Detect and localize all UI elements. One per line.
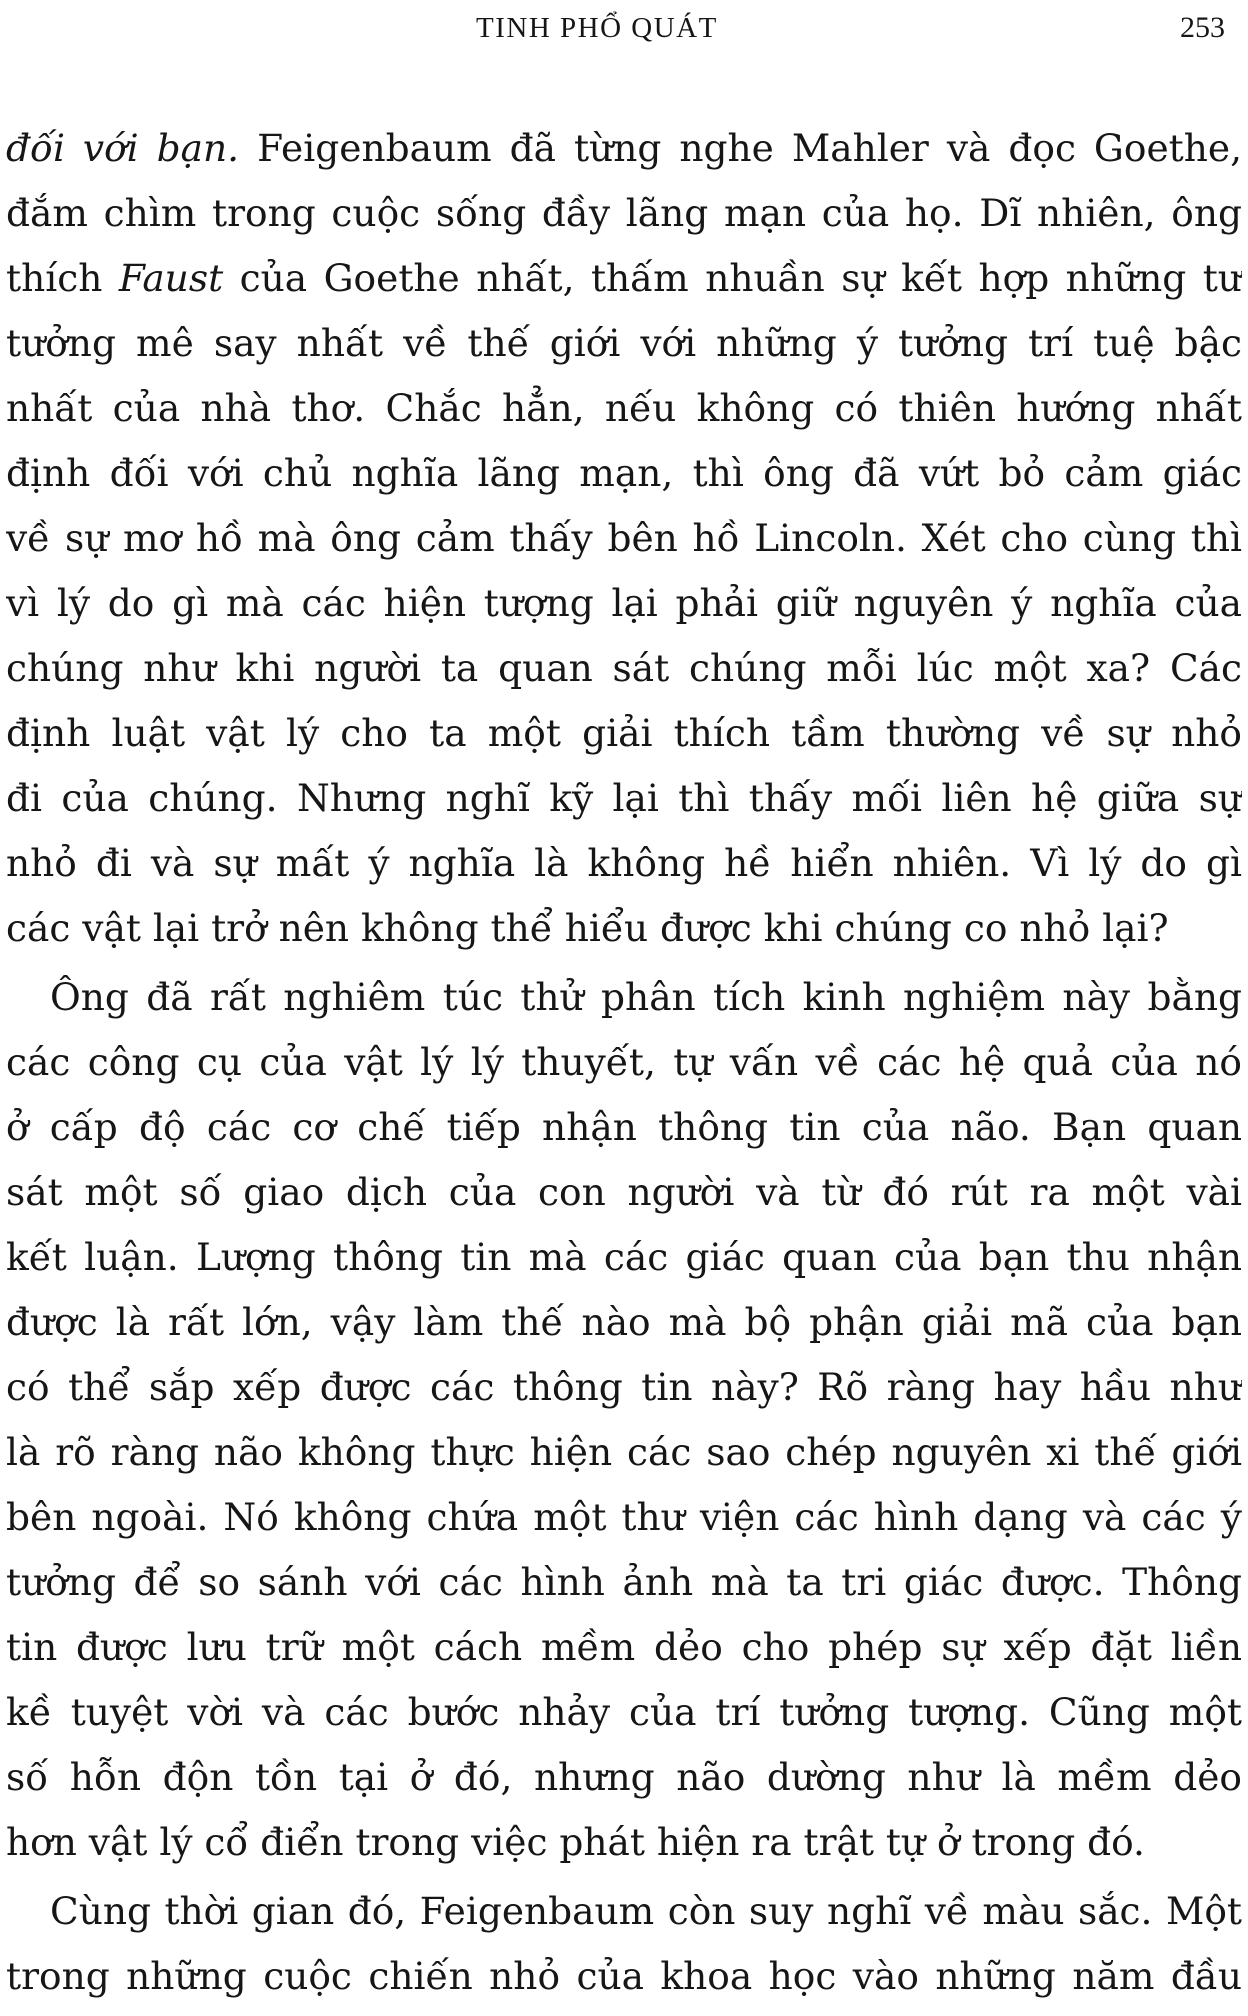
text-line: Ông đã rất nghiêm túc thử phân tích kinh nghiệm này bằng <box>50 975 1242 1019</box>
text-line: tưởng mê say nhất về thế giới với những ý tưởng trí tuệ bậc <box>6 321 1242 365</box>
text-line: ở cấp độ các cơ chế tiếp nhận thông tin của não. Bạn quan <box>6 1105 1242 1149</box>
text-line: kết luận. Lượng thông tin mà các giác quan của bạn thu nhận <box>6 1235 1242 1279</box>
text-line: về sự mơ hồ mà ông cảm thấy bên hồ Lincoln. Xét cho cùng thì <box>6 516 1242 560</box>
text-line: đắm chìm trong cuộc sống đầy lãng mạn của họ. Dĩ nhiên, ông <box>6 191 1242 235</box>
text-line: được là rất lớn, vậy làm thế nào mà bộ phận giải mã của bạn <box>6 1300 1242 1344</box>
body-text <box>6 116 1242 2009</box>
text-line: tin được lưu trữ một cách mềm dẻo cho phép sự xếp đặt liền <box>6 1625 1242 1669</box>
text-line: nhỏ đi và sự mất ý nghĩa là không hề hiển nhiên. Vì lý do gì <box>6 841 1242 885</box>
text-line: định luật vật lý cho ta một giải thích tầm thường về sự nhỏ <box>6 711 1242 755</box>
text-line: đối với bạn. Feigenbaum đã từng nghe Mahler và đọc Goethe, <box>6 126 1242 170</box>
text-line: các công cụ của vật lý lý thuyết, tự vấn về các hệ quả của nó <box>6 1040 1242 1084</box>
text-line: tưởng để so sánh với các hình ảnh mà ta tri giác được. Thông <box>6 1560 1242 1604</box>
text-line: bên ngoài. Nó không chứa một thư viện các hình dạng và các ý <box>6 1495 1242 1539</box>
text-line: đi của chúng. Nhưng nghĩ kỹ lại thì thấy mối liên hệ giữa sự <box>6 776 1242 820</box>
text-line: nhất của nhà thơ. Chắc hẳn, nếu không có thiên hướng nhất <box>6 386 1242 430</box>
text-line: sát một số giao dịch của con người và từ đó rút ra một vài <box>6 1170 1242 1214</box>
text-line: các vật lại trở nên không thể hiểu được khi chúng co nhỏ lại? <box>6 906 1169 950</box>
text-line: kề tuyệt vời và các bước nhảy của trí tưởng tượng. Cũng một <box>6 1690 1242 1734</box>
text-line: là rõ ràng não không thực hiện các sao chép nguyên xi thế giới <box>6 1430 1242 1474</box>
italic-title: Faust <box>118 256 224 300</box>
text-line: chúng như khi người ta quan sát chúng mỗi lúc một xa? Các <box>6 646 1242 690</box>
text-line: định đối với chủ nghĩa lãng mạn, thì ông đã vứt bỏ cảm giác <box>6 451 1242 495</box>
italic-phrase: đối với bạn. <box>6 126 240 170</box>
text-line: thích Faust của Goethe nhất, thấm nhuần sự kết hợp những tư <box>6 256 1242 300</box>
text-line: có thể sắp xếp được các thông tin này? Rõ ràng hay hầu như <box>6 1365 1242 1409</box>
text-line: trong những cuộc chiến nhỏ của khoa học vào những năm đầu <box>6 1954 1242 1998</box>
running-title: TINH PHỔ QUÁT <box>476 12 718 44</box>
text-line: hơn vật lý cổ điển trong việc phát hiện ra trật tự ở trong đó. <box>6 1820 1145 1864</box>
text-line: số hỗn độn tồn tại ở đó, nhưng não dường như là mềm dẻo <box>6 1755 1242 1799</box>
text-line: vì lý do gì mà các hiện tượng lại phải giữ nguyên ý nghĩa của <box>6 581 1242 625</box>
page-number: 253 <box>1180 11 1225 44</box>
running-header <box>0 8 1248 52</box>
text-line: Cùng thời gian đó, Feigenbaum còn suy nghĩ về màu sắc. Một <box>50 1889 1242 1933</box>
